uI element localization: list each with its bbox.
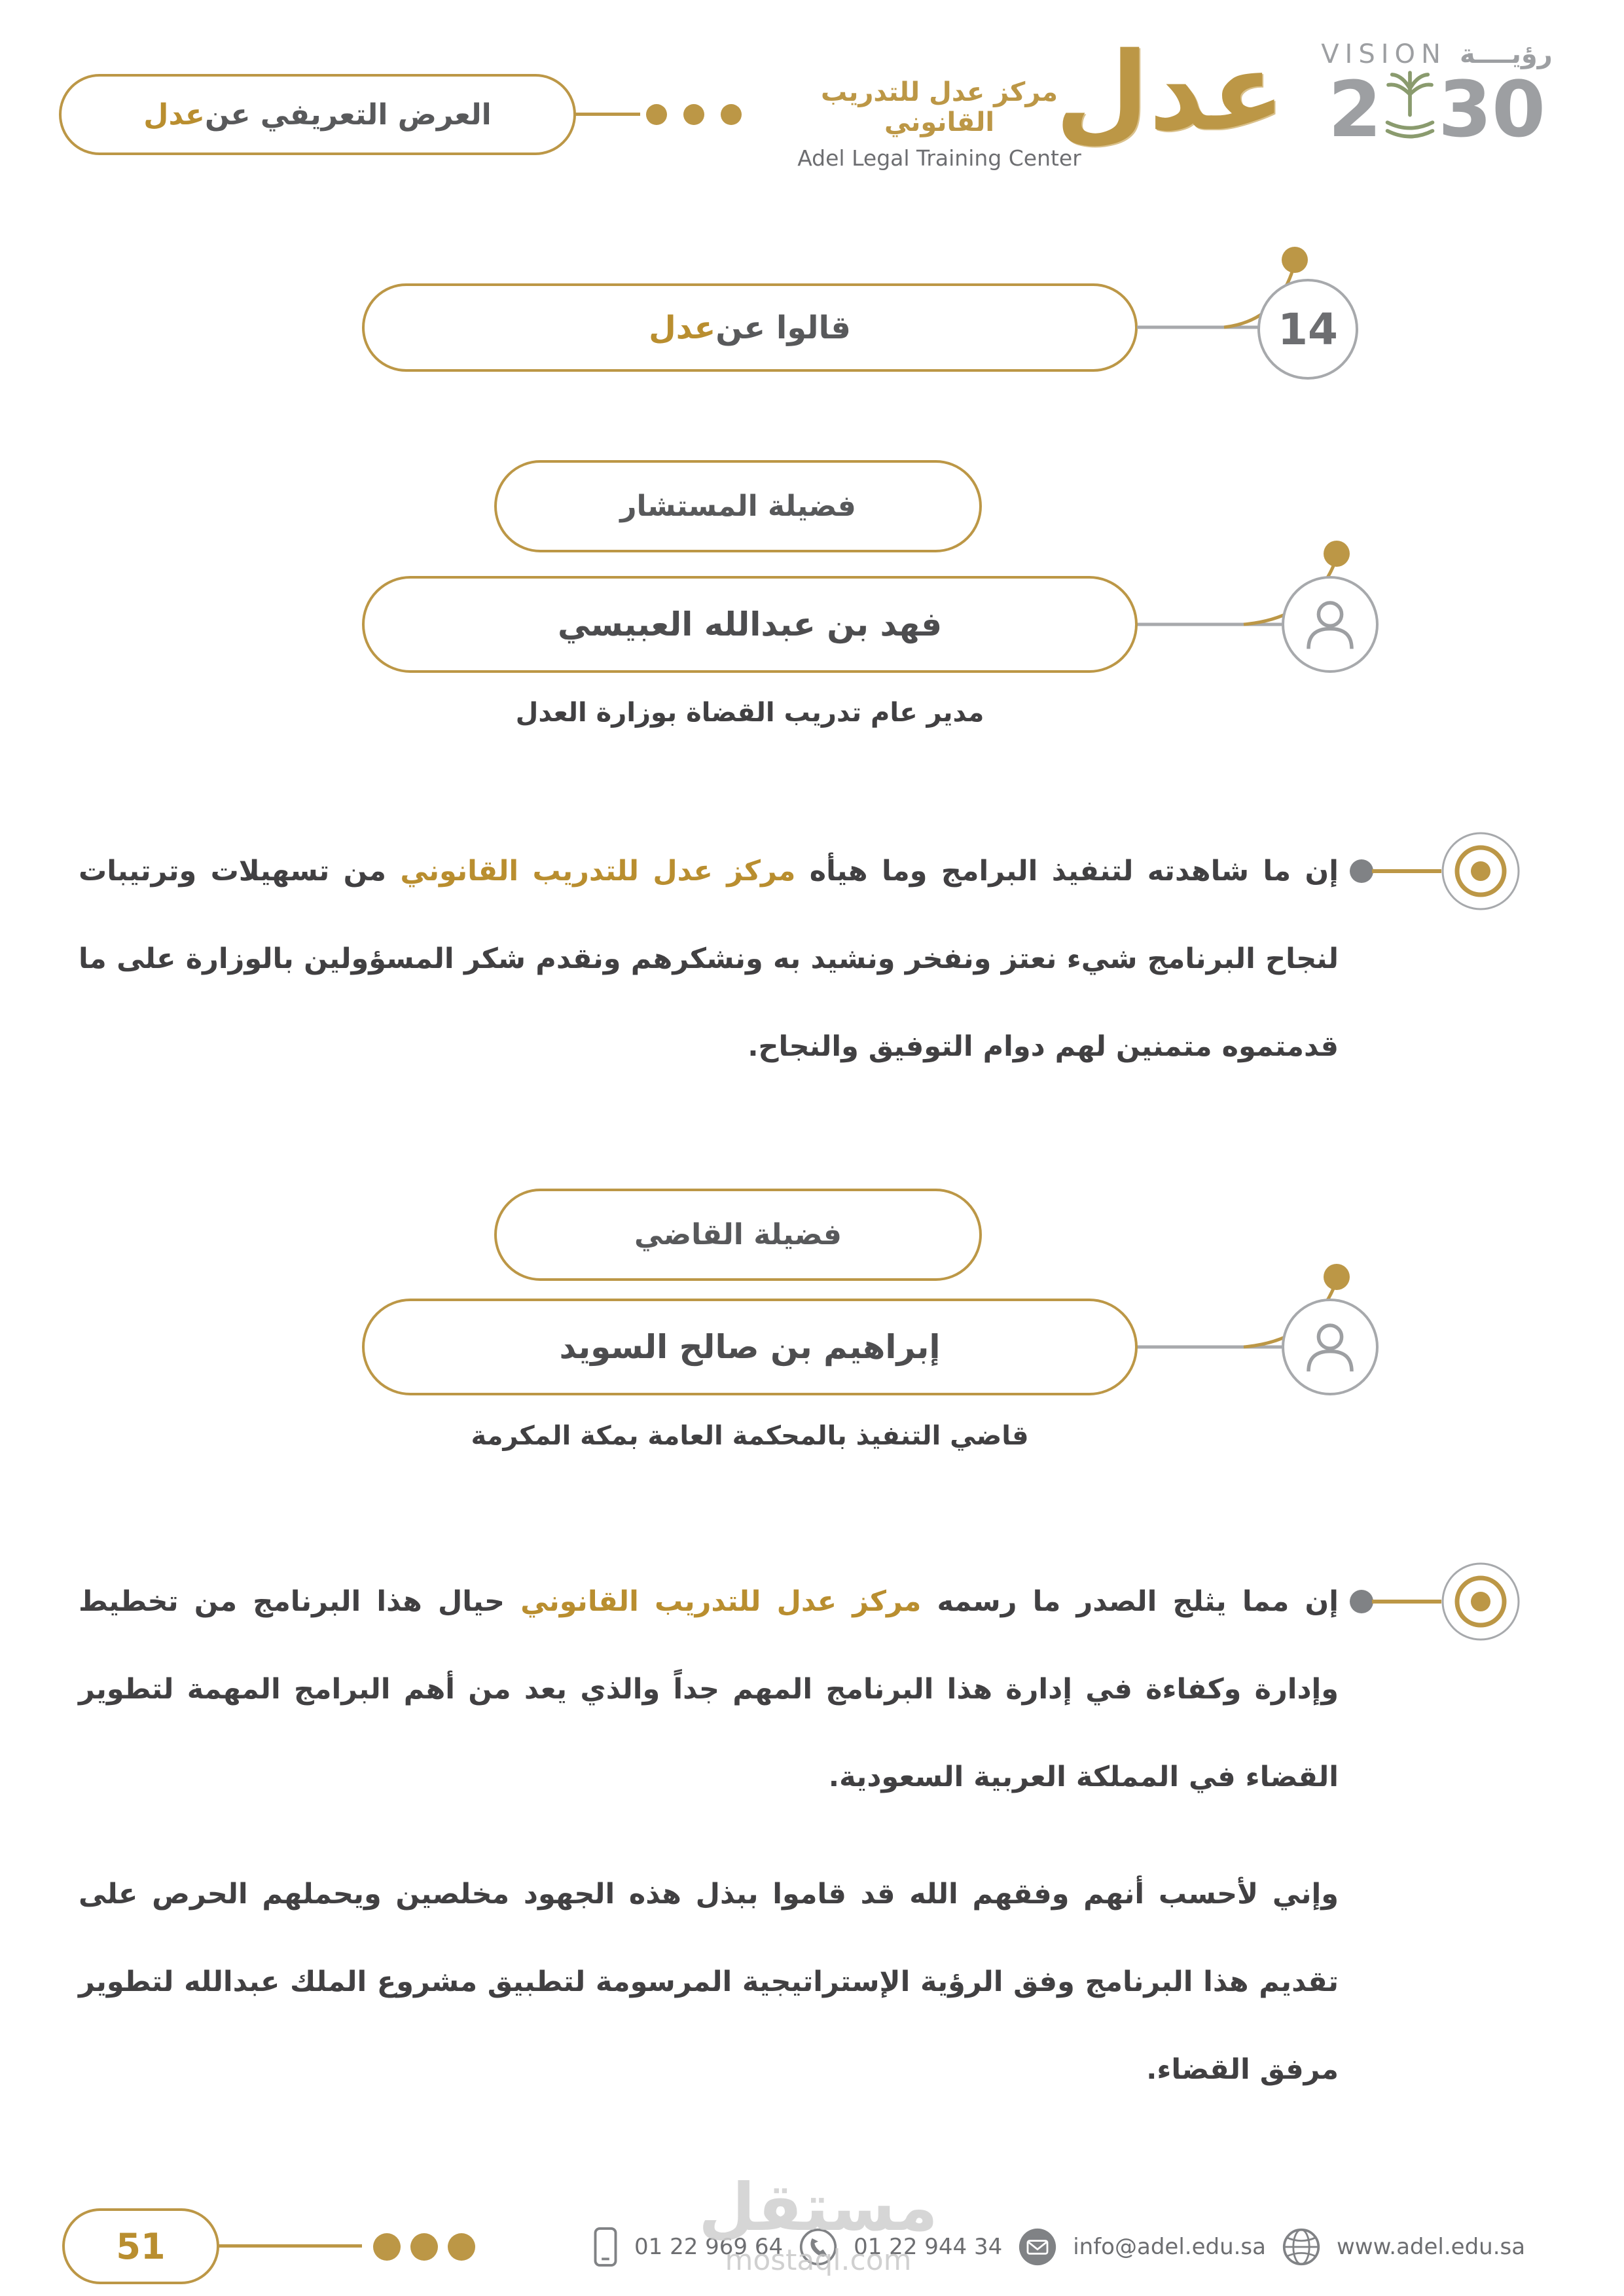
vision-digit-30: 30 — [1437, 64, 1546, 154]
gold-dot — [646, 104, 667, 125]
email-icon — [1018, 2227, 1057, 2267]
quote-text: وإني لأحسب أنهم وفقهم الله قد قاموا ببذل هذه الجهود مخلصين ويحملهم الحرص على تقديم هذا البرنامج وفق الرؤية الإستراتيجية المرسومة لتطبيق مشروع الملك عبدالله لتطوير مرفق القضاء. — [79, 1878, 1339, 2086]
testimonial-role-pill — [494, 460, 982, 552]
quote-marker-dot — [1350, 1590, 1373, 1613]
quote-marker-line — [1372, 1600, 1441, 1604]
quote-marker-line — [1372, 869, 1441, 873]
section-title-accent: عدل — [649, 309, 716, 346]
saudi-palm-emblem-icon — [1382, 71, 1438, 148]
avatar — [1282, 576, 1379, 673]
watermark-arabic: مستقل — [698, 2169, 938, 2246]
testimonial-name-pill — [362, 576, 1138, 673]
globe-icon — [1282, 2227, 1321, 2267]
page-number-pill — [62, 2208, 219, 2284]
brand-name-arabic: مركز عدل للتدريب القانوني — [821, 77, 1058, 137]
bullseye-icon — [1438, 829, 1523, 914]
vision-2030-logo — [1296, 39, 1578, 154]
testimonial-name: فهد بن عبدالله العبيسي — [557, 605, 943, 643]
phone-number-landline: 01 22 944 34 — [854, 2233, 1003, 2260]
header-title-text: العرض التعريفي عن — [204, 98, 492, 132]
brand-logo-text — [782, 77, 1096, 171]
section-title-pill — [362, 283, 1138, 372]
gold-dot — [683, 104, 704, 125]
section-number-badge — [1257, 279, 1358, 380]
person-icon — [1294, 588, 1366, 660]
watermark-url: mostaql.com — [725, 2244, 912, 2277]
watermark — [648, 2169, 988, 2277]
page-header-title-pill — [59, 74, 576, 155]
gold-dot — [721, 104, 742, 125]
testimonial-quote — [79, 827, 1339, 1090]
testimonial-role-pill — [494, 1189, 982, 1281]
footer-divider-line — [218, 2244, 362, 2248]
testimonial-name-pill — [362, 1299, 1138, 1395]
brand-name-english: Adel Legal Training Center — [797, 145, 1081, 171]
bullseye-icon — [1438, 1559, 1523, 1644]
quote-text: إن ما شاهدته لتنفيذ البرامج وما هيأه — [795, 855, 1339, 888]
website-url[interactable]: www.adel.edu.sa — [1336, 2233, 1526, 2260]
header-divider-line — [575, 113, 640, 116]
testimonial-role: فضيلة القاضي — [634, 1218, 842, 1251]
quote-accent-text: مركز عدل للتدريب القانوني — [520, 1585, 922, 1618]
vision-digit-2: 2 — [1327, 64, 1382, 154]
testimonial-role: فضيلة المستشار — [620, 490, 856, 523]
header-title-accent: عدل — [143, 98, 205, 132]
gold-dot — [410, 2233, 438, 2261]
gold-dot — [448, 2233, 475, 2261]
testimonial-quote-continued — [79, 1850, 1339, 2113]
testimonial-name: إبراهيم بن صالح السويد — [559, 1328, 941, 1366]
phone-number-mobile: 01 22 969 64 — [634, 2233, 784, 2260]
testimonial-job-title: قاضي التنفيذ بالمحكمة العامة بمكة المكرمة — [471, 1421, 1029, 1451]
quote-text: حيال هذا البرنامج من تخطيط وإدارة وكفاءة في إدارة هذا البرنامج المهم جداً والذي يعد من أهم البرامج المهمة لتطوير القضاء في المملكة العربية السعودية. — [79, 1585, 1339, 1793]
avatar — [1282, 1299, 1379, 1395]
page-number: 51 — [116, 2225, 166, 2267]
vision-word-english: VISION — [1321, 39, 1447, 69]
section-number: 14 — [1278, 304, 1338, 355]
vision-word-arabic: رؤيــــة — [1459, 39, 1553, 69]
quote-accent-text: مركز عدل للتدريب القانوني — [400, 855, 796, 888]
adel-logo-icon: عدل — [1055, 29, 1286, 154]
quote-text: إن مما يثلج الصدر ما رسمه — [921, 1585, 1339, 1618]
testimonial-quote — [79, 1558, 1339, 1821]
vision-2030-year — [1296, 64, 1578, 154]
person-icon — [1294, 1311, 1366, 1383]
email-address[interactable]: info@adel.edu.sa — [1073, 2233, 1266, 2260]
quote-marker-dot — [1350, 859, 1373, 883]
section-title-text: قالوا عن — [715, 309, 851, 346]
mobile-phone-icon — [592, 2227, 619, 2267]
gold-dot — [373, 2233, 401, 2261]
testimonial-job-title: مدير عام تدريب القضاة بوزارة العدل — [515, 698, 984, 728]
quote-text: من تسهيلات وترتيبات لنجاح البرنامج شيء نعتز ونفخر ونشيد به ونشكرهم ونقدم شكر المسؤولين بالوزارة على ما قدمتموه متمنين لهم دوام التوفيق والنجاح. — [79, 855, 1339, 1063]
